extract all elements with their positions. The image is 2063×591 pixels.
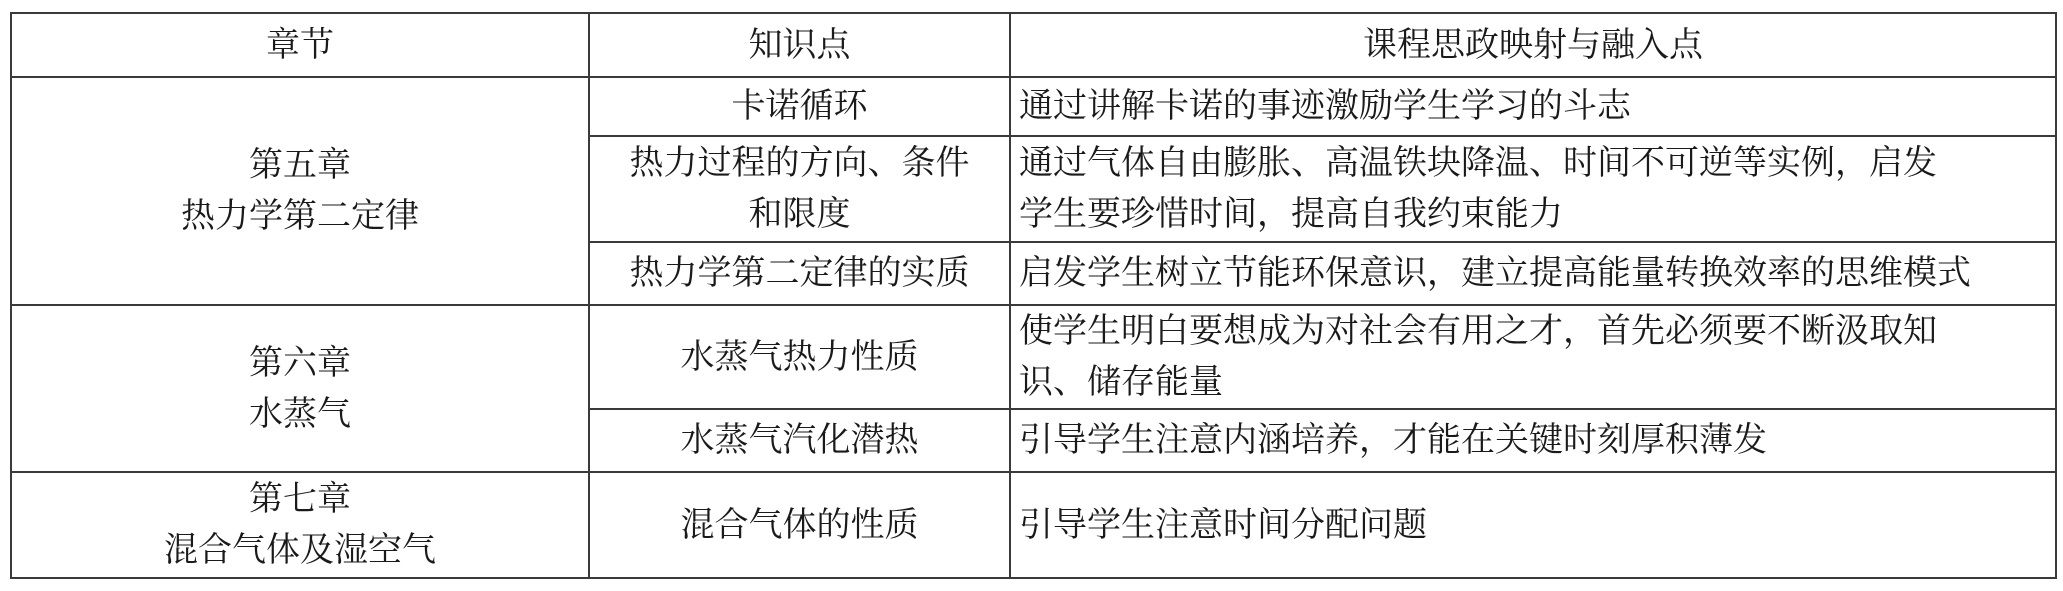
mapping-text: 引导学生注意内涵培养，才能在关键时刻厚积薄发	[1019, 420, 1767, 460]
table-row	[11, 77, 2056, 136]
table-row	[11, 305, 2056, 409]
knowledge-point-text: 和限度	[748, 194, 851, 234]
mapping-text: 引导学生注意时间分配问题	[1019, 504, 1427, 545]
mapping-cell	[1010, 305, 2056, 409]
chapter-title: 水蒸气	[249, 393, 351, 434]
knowledge-point-text: 水蒸气汽化潜热	[680, 420, 919, 460]
mapping-text: 通过讲解卡诺的事迹激励学生学习的斗志	[1019, 86, 1631, 126]
knowledge-point-cell	[589, 77, 1010, 136]
mapping-text: 识、储存能量	[1019, 362, 1223, 402]
knowledge-point-cell	[589, 472, 1010, 578]
knowledge-point-text: 混合气体的性质	[680, 504, 919, 545]
mapping-cell	[1010, 409, 2056, 472]
mapping-text: 启发学生树立节能环保意识，建立提高能量转换效率的思维模式	[1019, 253, 1971, 293]
header-chapter: 章节	[11, 13, 589, 77]
mapping-cell	[1010, 77, 2056, 136]
chapter-cell	[11, 472, 589, 578]
knowledge-point-cell	[589, 305, 1010, 409]
chapter-number: 第七章	[249, 479, 351, 519]
mapping-text: 通过气体自由膨胀、高温铁块降温、时间不可逆等实例，启发	[1019, 143, 1937, 183]
knowledge-point-text: 卡诺循环	[731, 86, 868, 126]
knowledge-point-text: 热力学第二定律的实质	[629, 253, 970, 293]
knowledge-point-cell	[589, 409, 1010, 472]
chapter-cell	[11, 77, 589, 305]
chapter-number: 第六章	[249, 342, 351, 383]
header-knowledge-point: 知识点	[589, 13, 1010, 77]
mapping-cell	[1010, 242, 2056, 305]
mapping-text: 使学生明白要想成为对社会有用之才，首先必须要不断汲取知	[1019, 311, 1937, 351]
mapping-text: 学生要珍惜时间，提高自我约束能力	[1019, 194, 1563, 234]
knowledge-point-cell	[589, 242, 1010, 305]
mapping-cell	[1010, 136, 2056, 242]
chapter-cell	[11, 305, 589, 472]
chapter-number: 第五章	[249, 145, 351, 185]
chapter-title: 热力学第二定律	[181, 196, 419, 236]
chapter-title: 混合气体及湿空气	[164, 530, 436, 570]
knowledge-point-text: 热力过程的方向、条件	[629, 143, 970, 183]
mapping-cell	[1010, 472, 2056, 578]
header-ideology-mapping: 课程思政映射与融入点	[1010, 13, 2056, 77]
knowledge-point-cell	[589, 136, 1010, 242]
table-header-row	[11, 13, 2056, 77]
knowledge-point-text: 水蒸气热力性质	[680, 336, 919, 377]
table-row	[11, 472, 2056, 578]
ideology-mapping-table	[10, 12, 2057, 579]
